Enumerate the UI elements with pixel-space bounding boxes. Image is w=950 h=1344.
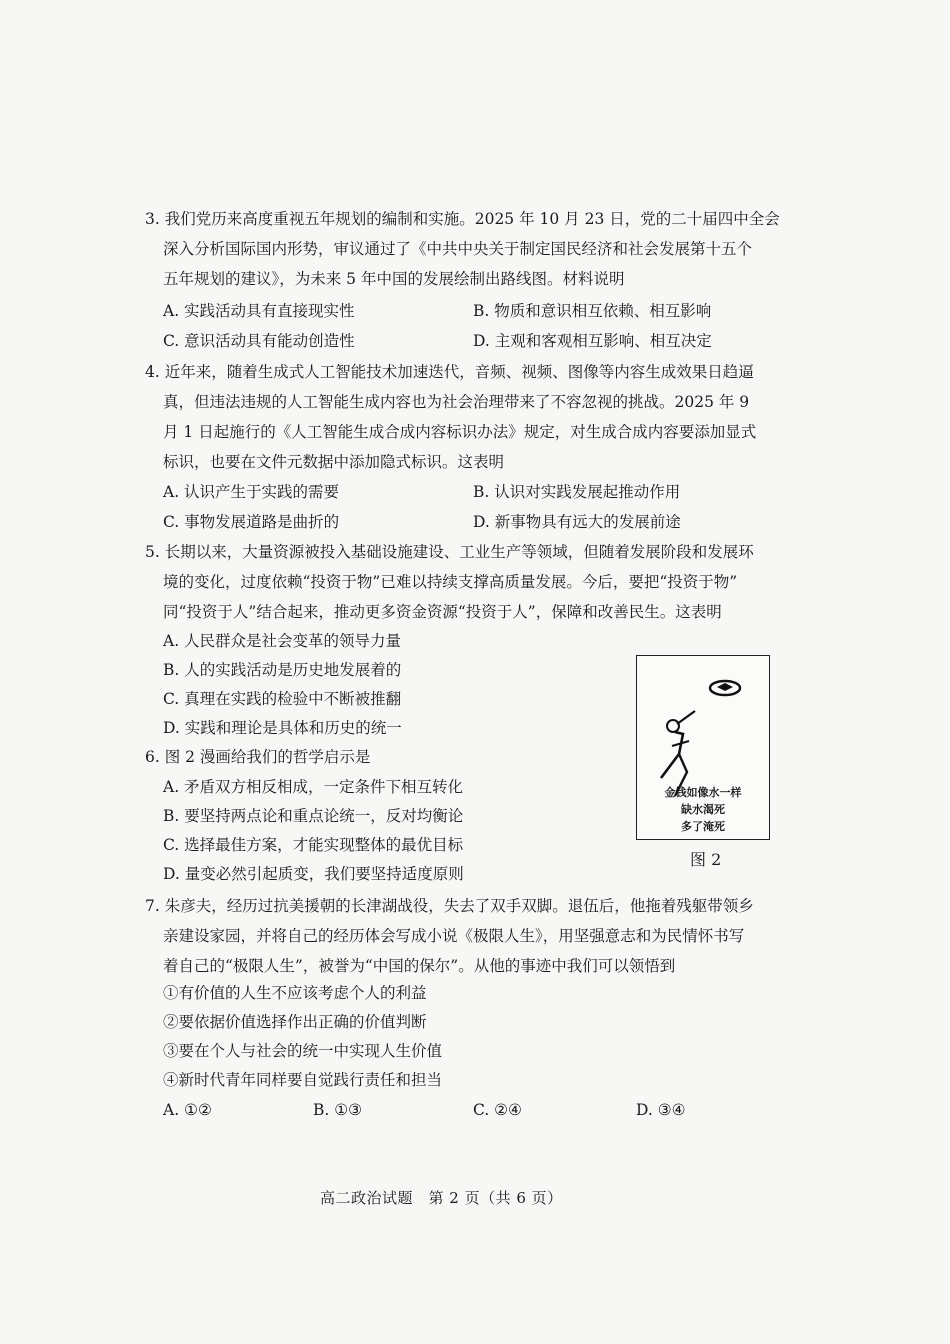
q3-option-d: D. 主观和客观相互影响、相互决定 [473,332,712,350]
q4-line-1: 4. 近年来，随着生成式人工智能技术加速迭代，音频、视频、图像等内容生成效果日趋逼 [145,363,754,381]
q7-option-c: C. ②④ [473,1101,522,1119]
q7-option-a: A. ①② [163,1101,212,1119]
q4-option-b: B. 认识对实践发展起推动作用 [473,483,681,501]
q6-option-b: B. 要坚持两点论和重点论统一，反对均衡论 [163,807,464,825]
q4-line-4: 标识，也要在文件元数据中添加隐式标识。这表明 [163,453,505,471]
q7-option-d: D. ③④ [636,1101,686,1119]
q3-line-1: 3. 我们党历来高度重视五年规划的编制和实施。2025 年 10 月 23 日，党的二十届四中全会 [145,210,780,228]
q6-option-d: D. 量变必然引起质变，我们要坚持适度原则 [163,865,464,883]
q5-line-1: 5. 长期以来，大量资源被投入基础设施建设、工业生产等领域，但随着发展阶段和发展环 [145,543,754,561]
q3-option-b: B. 物质和意识相互依赖、相互影响 [473,302,712,320]
q7-statement-2: ②要依据价值选择作出正确的价值判断 [163,1013,427,1031]
q7-statement-3: ③要在个人与社会的统一中实现人生价值 [163,1042,443,1060]
q4-line-3: 月 1 日起施行的《人工智能生成合成内容标识办法》规定，对生成合成内容要添加显式 [163,423,757,441]
q5-line-3: 同“投资于人”结合起来，推动更多资金资源“投资于人”，保障和改善民生。这表明 [163,603,722,621]
person-head-icon [667,720,679,732]
q6-option-a: A. 矛盾双方相反相成，一定条件下相互转化 [163,778,464,796]
q3-line-2: 深入分析国际国内形势，审议通过了《中共中央关于制定国民经济和社会发展第十五个 [163,240,753,258]
q7-option-b: B. ①③ [313,1101,363,1119]
q5-option-b: B. 人的实践活动是历史地发展着的 [163,661,402,679]
q7-statement-4: ④新时代青年同样要自觉践行责任和担当 [163,1071,443,1089]
cartoon-text-3: 多了淹死 [681,820,725,833]
q6-option-c: C. 选择最佳方案，才能实现整体的最优目标 [163,836,464,854]
q7-line-1: 7. 朱彦夫，经历过抗美援朝的长津湖战役，失去了双手双脚。退伍后，他拖着残躯带领乡 [145,897,754,915]
q7-line-2: 亲建设家园，并将自己的经历体会写成小说《极限人生》，用坚强意志和为民情怀书写 [163,927,745,945]
q5-line-2: 境的变化，过度依赖“投资于物”已难以持续支撑高质量发展。今后，要把“投资于物” [163,573,738,591]
q3-option-a: A. 实践活动具有直接现实性 [163,302,355,320]
figure-2-cartoon [636,655,770,840]
page-footer: 高二政治试题 第 2 页（共 6 页） [320,1189,563,1207]
q5-option-c: C. 真理在实践的检验中不断被推翻 [163,690,402,708]
figure-caption: 图 2 [690,850,722,869]
q4-option-a: A. 认识产生于实践的需要 [163,483,340,501]
q3-line-3: 五年规划的建议》，为未来 5 年中国的发展绘制出路线图。材料说明 [163,270,625,288]
q4-option-d: D. 新事物具有远大的发展前途 [473,513,681,531]
coin-center-icon [717,683,733,691]
q5-option-d: D. 实践和理论是具体和历史的统一 [163,719,402,737]
q6-line-1: 6. 图 2 漫画给我们的哲学启示是 [145,748,371,766]
q7-statement-1: ①有价值的人生不应该考虑个人的利益 [163,984,427,1002]
cartoon-text-1: 金钱如像水一样 [664,786,742,799]
cartoon-text-2: 缺水渴死 [681,803,725,816]
q5-option-a: A. 人民群众是社会变革的领导力量 [163,632,402,650]
q4-option-c: C. 事物发展道路是曲折的 [163,513,340,531]
person-arm-icon [677,711,695,724]
q3-option-c: C. 意识活动具有能动创造性 [163,332,355,350]
q7-line-3: 着自己的“极限人生”，被誉为“中国的保尔”。从他的事迹中我们可以领悟到 [163,957,676,975]
q4-line-2: 真，但违法违规的人工智能生成内容也为社会治理带来了不容忽视的挑战。2025 年 9 [163,393,750,411]
